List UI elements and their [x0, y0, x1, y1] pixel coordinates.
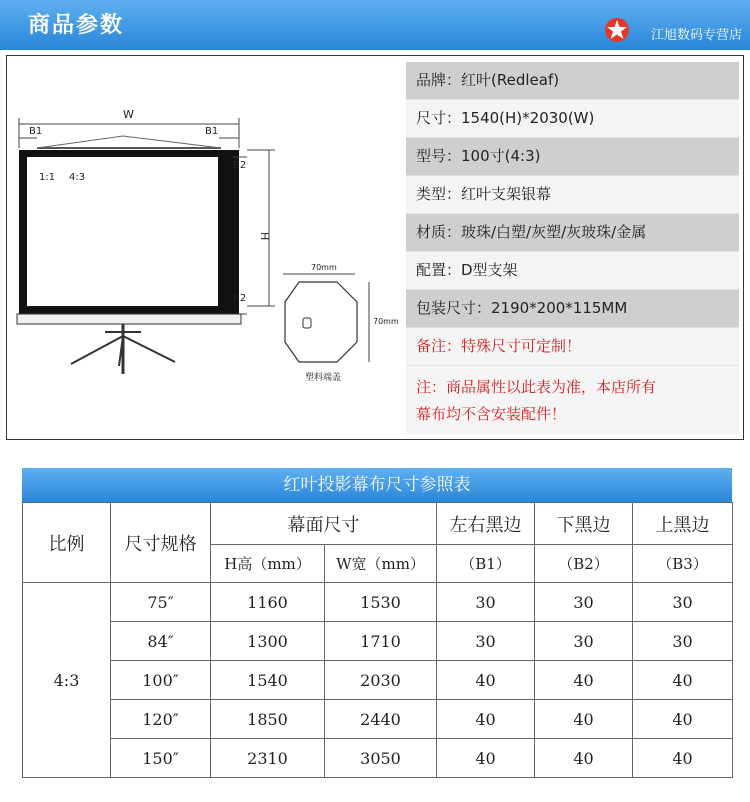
- cell-height: 1300: [211, 622, 325, 661]
- page-title: 商品参数: [28, 13, 125, 38]
- header-ratio: 比例: [23, 503, 111, 583]
- product-info-panel: [6, 55, 744, 440]
- table-row: [23, 583, 733, 622]
- header-top-border: 上黑边: [633, 503, 733, 545]
- cell-b2: 40: [535, 739, 633, 778]
- spec-size: 尺寸：1540(H)*2030(W): [406, 100, 739, 138]
- cell-height: 1160: [211, 583, 325, 622]
- label-cap-width: 70mm: [311, 263, 337, 272]
- spec-type: 类型：红叶支架银幕: [406, 176, 739, 214]
- label-b2-bottom: B2: [233, 293, 247, 304]
- star-logo-icon: [604, 17, 630, 43]
- spec-brand: 品牌：红叶(Redleaf): [406, 62, 739, 100]
- header-b2: （B2）: [535, 545, 633, 583]
- spec-list: [406, 62, 739, 434]
- cell-size: 150″: [111, 739, 211, 778]
- label-b1-right: B1: [205, 126, 219, 137]
- cell-b2: 40: [535, 661, 633, 700]
- header-b1: （B1）: [437, 545, 535, 583]
- spec-remark: 备注：特殊尺寸可定制！: [406, 328, 739, 366]
- cell-b1: 30: [437, 622, 535, 661]
- label-ratio-1: 1:1: [39, 172, 56, 183]
- cell-b2: 30: [535, 622, 633, 661]
- notice-line-1: 注：商品属性以此表为准，本店所有: [416, 378, 657, 396]
- cell-width: 1710: [325, 622, 437, 661]
- cell-size: 84″: [111, 622, 211, 661]
- cell-height: 2310: [211, 739, 325, 778]
- cell-height: 1540: [211, 661, 325, 700]
- cell-b3: 40: [633, 700, 733, 739]
- cell-size: 75″: [111, 583, 211, 622]
- screen-diagram: [7, 56, 405, 439]
- header-lr-border: 左右黑边: [437, 503, 535, 545]
- table-row: [23, 622, 733, 661]
- spec-material: 材质：玻珠/白塑/灰塑/灰玻珠/金属: [406, 214, 739, 252]
- cell-size: 100″: [111, 661, 211, 700]
- roller-tube: [17, 314, 241, 324]
- table-row: [23, 661, 733, 700]
- table-title: 红叶投影幕布尺寸参照表: [22, 468, 732, 502]
- cell-b1: 40: [437, 700, 535, 739]
- size-table: [22, 502, 733, 778]
- store-name: 江旭数码专营店: [650, 28, 742, 43]
- cell-width: 3050: [325, 739, 437, 778]
- header-b3: （B3）: [633, 545, 733, 583]
- spec-notice: [406, 366, 739, 434]
- cell-b2: 30: [535, 583, 633, 622]
- header-face-size: 幕面尺寸: [211, 503, 437, 545]
- cell-b2: 40: [535, 700, 633, 739]
- label-h: H: [258, 232, 271, 241]
- screen-surface: [27, 157, 218, 306]
- cell-size: 120″: [111, 700, 211, 739]
- spec-config: 配置：D型支架: [406, 252, 739, 290]
- cell-b1: 30: [437, 583, 535, 622]
- label-b2-top: B2: [233, 160, 247, 171]
- label-cap-height: 70mm: [373, 317, 399, 326]
- label-ratio-2: 4:3: [69, 172, 86, 183]
- cell-ratio: 4:3: [23, 583, 111, 778]
- cell-b3: 30: [633, 583, 733, 622]
- header-banner: [0, 0, 750, 50]
- end-cap-shape: [285, 282, 357, 362]
- header-height: H高（mm）: [211, 545, 325, 583]
- size-reference-table: [22, 468, 732, 778]
- notice-line-2: 幕布均不含安装配件！: [416, 405, 567, 423]
- cell-b1: 40: [437, 661, 535, 700]
- spec-package: 包装尺寸：2190*200*115MM: [406, 290, 739, 328]
- label-b1-left: B1: [29, 126, 43, 137]
- label-w: W: [123, 108, 134, 121]
- cell-b3: 30: [633, 622, 733, 661]
- table-row: [23, 739, 733, 778]
- header-size: 尺寸规格: [111, 503, 211, 583]
- cell-width: 2030: [325, 661, 437, 700]
- label-cap-caption: 塑料端盖: [305, 373, 342, 383]
- table-row: [23, 700, 733, 739]
- cell-width: 1530: [325, 583, 437, 622]
- header-bottom-border: 下黑边: [535, 503, 633, 545]
- cell-b1: 40: [437, 739, 535, 778]
- cell-width: 2440: [325, 700, 437, 739]
- cell-height: 1850: [211, 700, 325, 739]
- spec-model: 型号：100寸(4:3): [406, 138, 739, 176]
- cell-b3: 40: [633, 661, 733, 700]
- cell-b3: 40: [633, 739, 733, 778]
- header-width: W宽（mm）: [325, 545, 437, 583]
